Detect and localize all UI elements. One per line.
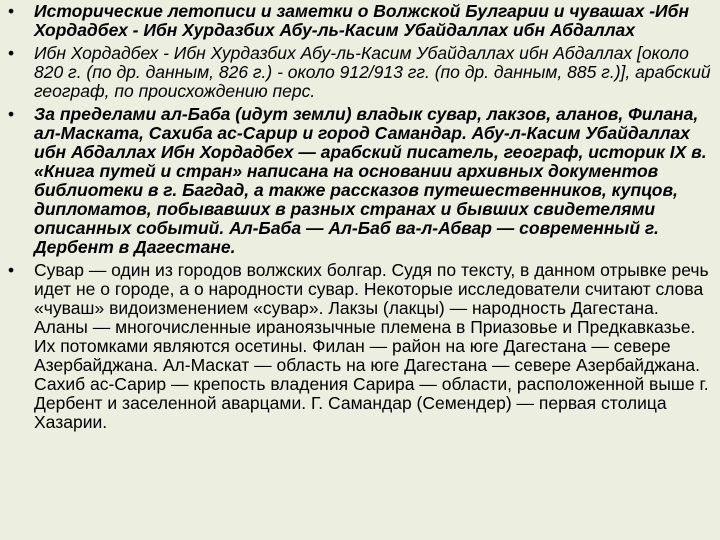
bullet-text-commentary: Сувар — один из городов волжских болгар. Судя по тексту, в данном отрывке речь идет не о городе, а о народности сувар. Некоторые исследователи считают слова «чуваш» видоизменением «сувар». Лакзы (лакцы) — народность Дагестана. Аланы — многочисленные ираноязычные племена в Приазовье и Предкавказье. Их потомками являются осетины. Филан — район на юге Дагестана — севере Азербайджана. Ал-Маскат — область на юге Дагестана — севере Азербайджана. Сахиб ас-Сарир — крепость владения Сарира — области, расположенной выше г. Дербент и заселенной аварцами. Г. Самандар (Семендер) — первая столица Хазарии. (34, 260, 709, 432)
bullet-item-2 (8, 44, 716, 101)
bullet-item-1 (8, 2, 716, 40)
bullet-text-title: Исторические летописи и заметки о Волжской Булгарии и чувашах -Ибн Хордадбех - Ибн Хурдазбих Абу-ль-Касим Убайдаллах ибн Абдаллах (34, 1, 690, 40)
bullet-list (8, 2, 716, 436)
bullet-item-4 (8, 261, 716, 432)
bullet-marker: • (8, 1, 15, 21)
bullet-item-3 (8, 105, 716, 257)
bullet-marker: • (8, 104, 15, 124)
bullet-marker: • (8, 260, 15, 280)
bullet-marker: • (8, 43, 15, 63)
bullet-text-author: Ибн Хордадбех - Ибн Хурдазбих Абу-ль-Касим Убайдаллах ибн Абдаллах [около 820 г. (по др. данным, 826 г.) - около 912/913 гг. (по др. данным, 885 г.)], арабский географ, по происхождению перс. (34, 43, 711, 101)
bullet-text-quote: За пределами ал-Баба (идут земли) владык сувар, лакзов, аланов, Филана, ал-Маската, Сахиба ас-Сарир и город Самандар. Абу-л-Касим Убайдаллах ибн Абдаллах Ибн Хордадбех — арабский писатель, географ, историк IX в. «Книга путей и стран» написана на основании архивных документов библиотеки в г. Багдад, а также рассказов путешественников, купцов, дипломатов, побывавших в разных странах и бывших свидетелями описанных событий. Ал-Баба — Ал-Баб ва-л-Абвар — современный г. Дербент в Дагестане. (34, 104, 707, 257)
